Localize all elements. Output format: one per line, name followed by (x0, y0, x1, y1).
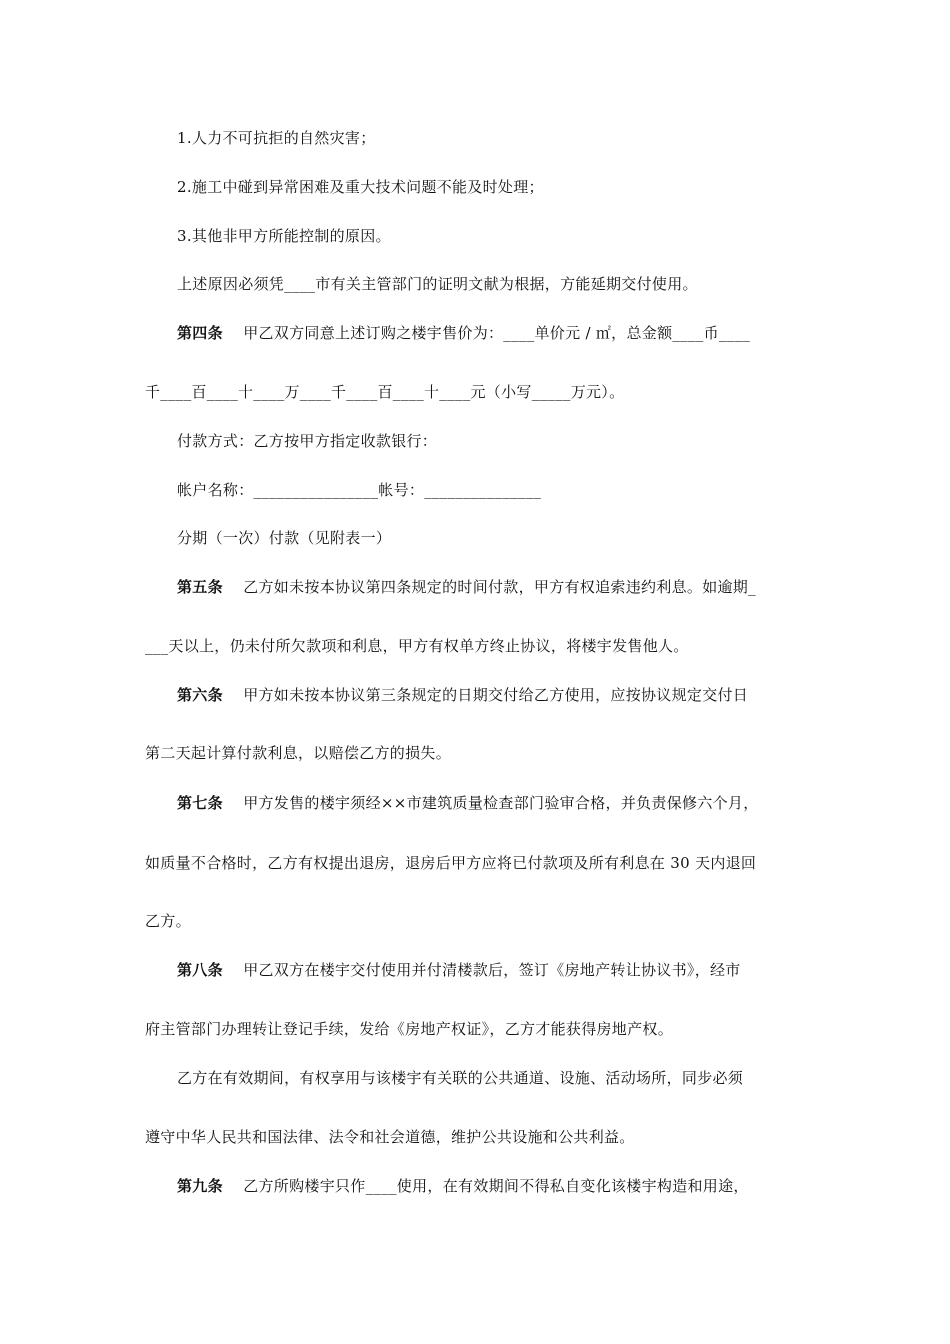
rights-paragraph-text: 乙方在有效期间，有权享用与该楼宇有关联的公共通道、设施、活动场所，同步必须 (177, 1069, 744, 1087)
payment-method-text: 付款方式：乙方按甲方指定收款银行： (177, 432, 438, 450)
rights-paragraph-continued (145, 1127, 635, 1147)
payment-method (177, 431, 437, 451)
clause-item-1-text: 1.人力不可抗拒的自然灾害； (177, 129, 376, 147)
clause-item-2 (177, 177, 544, 197)
account-info-text: 帐户名称：________________帐号：_______________ (177, 481, 542, 499)
article-4-text: 甲乙双方同意上述订购之楼宇售价为：____单价元 / ㎡，总金额____币____ (243, 324, 751, 342)
article-8 (177, 960, 741, 980)
clause-item-3 (177, 226, 391, 246)
article-9-text: 乙方所购楼宇只作____使用，在有效期间不得私自变化该楼宇构造和用途， (243, 1177, 749, 1195)
article-7-heading: 第七条 (177, 794, 223, 812)
article-8-text: 甲乙双方在楼宇交付使用并付清楼款后，签订《房地产转让协议书》，经市 (243, 961, 741, 979)
article-6-heading: 第六条 (177, 686, 223, 704)
article-7-continued-1-text: 如质量不合格时，乙方有权提出退房，退房后甲方应将已付款项及所有利息在 30 天内退回 (145, 854, 757, 872)
clause-item-3-text: 3.其他非甲方所能控制的原因。 (177, 227, 391, 245)
article-7-text: 甲方发售的楼宇须经××市建筑质量检查部门验审合格，并负责保修六个月， (243, 794, 759, 812)
article-5-text: 乙方如未按本协议第四条规定的时间付款，甲方有权追索违约利息。如逾期_ (243, 578, 756, 596)
article-8-continued (145, 1019, 673, 1039)
clause-item-2-text: 2.施工中碰到异常困难及重大技术问题不能及时处理； (177, 178, 544, 196)
article-6 (177, 685, 748, 705)
article-9 (177, 1176, 749, 1196)
article-4-continued (145, 382, 624, 402)
article-7-continued-2-text: 乙方。 (145, 912, 191, 930)
article-6-continued (145, 743, 451, 763)
article-4-continued-text: 千____百____十____万____千____百____十____元（小写_____万元）。 (145, 383, 625, 401)
article-5-continued (145, 636, 689, 656)
article-4-heading: 第四条 (177, 324, 223, 342)
article-5-heading: 第五条 (177, 578, 223, 596)
extension-note (177, 274, 698, 294)
article-5-continued-text: ___天以上，仍未付所欠款项和利息，甲方有权单方终止协议，将楼宇发售他人。 (145, 637, 689, 655)
article-7 (177, 793, 759, 813)
article-8-heading: 第八条 (177, 961, 223, 979)
installment-note-text: 分期（一次）付款（见附表一） (177, 529, 392, 547)
article-6-continued-text: 第二天起计算付款利息，以赔偿乙方的损失。 (145, 744, 452, 762)
rights-paragraph-continued-text: 遵守中华人民共和国法律、法令和社会道德，维护公共设施和公共利益。 (145, 1128, 635, 1146)
rights-paragraph (177, 1068, 743, 1088)
clause-item-1 (177, 128, 376, 148)
article-7-continued-2 (145, 911, 191, 931)
article-5 (177, 577, 756, 597)
article-6-text: 甲方如未按本协议第三条规定的日期交付给乙方使用，应按协议规定交付日 (243, 686, 749, 704)
article-8-continued-text: 府主管部门办理转让登记手续，发给《房地产权证》，乙方才能获得房地产权。 (145, 1020, 674, 1038)
article-9-heading: 第九条 (177, 1177, 223, 1195)
account-info (177, 480, 541, 500)
extension-note-text: 上述原因必须凭____市有关主管部门的证明文献为根据，方能延期交付使用。 (177, 275, 698, 293)
installment-note (177, 528, 391, 548)
article-4 (177, 323, 750, 343)
article-7-continued-1 (145, 853, 756, 873)
